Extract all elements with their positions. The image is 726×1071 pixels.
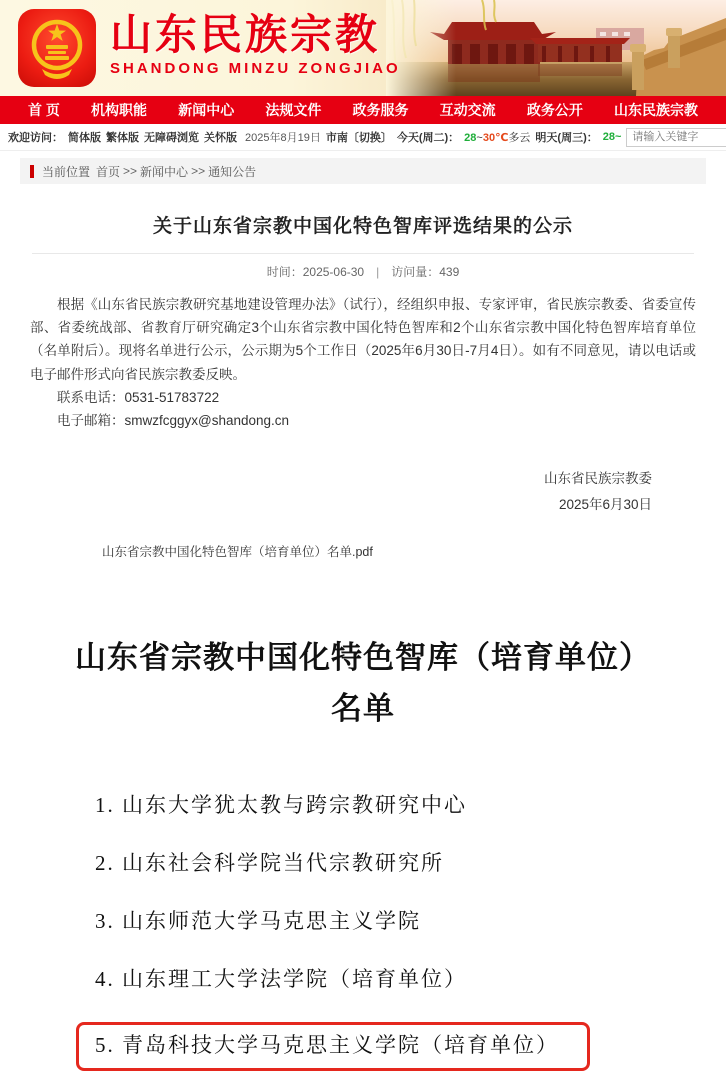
breadcrumb-news-center[interactable]: 新闻中心 xyxy=(140,164,189,179)
nav-item-regulations[interactable]: 法规文件 xyxy=(265,102,322,118)
article-title: 关于山东省宗教中国化特色智库评选结果的公示 xyxy=(152,216,573,237)
signature-org: 山东省民族宗教委 xyxy=(544,471,652,487)
list-item-text: 5. 青岛科技大学马克思主义学院（培育单位） xyxy=(95,1032,559,1057)
nav-item-home[interactable]: 首 页 xyxy=(28,102,60,118)
tomorrow-temp: 28~ xyxy=(602,131,622,143)
site-logo-emblem-icon xyxy=(18,9,96,87)
link-traditional[interactable]: 繁体版 xyxy=(106,132,139,144)
nav-item-functions[interactable]: 机构职能 xyxy=(91,102,148,118)
list-item xyxy=(95,790,726,821)
attachment-pdf-link[interactable]: 山东省宗教中国化特色智库（培育单位）名单.pdf xyxy=(102,544,373,559)
breadcrumb-label: 当前位置 xyxy=(42,164,91,179)
title-divider xyxy=(32,253,694,254)
article-meta xyxy=(30,263,696,280)
welcome-label: 欢迎访问： xyxy=(8,132,63,144)
contact-email-line xyxy=(30,409,696,432)
link-care-version[interactable]: 关怀版 xyxy=(204,132,237,144)
document-preview xyxy=(0,632,726,1071)
breadcrumb-home[interactable]: 首页 xyxy=(96,164,121,179)
site-banner xyxy=(0,0,726,96)
today-high-temp: 30℃ xyxy=(482,132,509,144)
list-item-text: 1. 山东大学犹太教与跨宗教研究中心 xyxy=(95,792,467,817)
today-desc: 多云 xyxy=(508,132,531,144)
email-label: 电子邮箱： xyxy=(57,413,125,429)
site-title: 山东民族宗教 xyxy=(110,11,381,58)
list-item-text: 3. 山东师范大学马克思主义学院 xyxy=(95,908,421,933)
nav-item-disclosure[interactable]: 政务公开 xyxy=(526,102,583,118)
meta-time-label: 时间： xyxy=(266,265,303,279)
signature-block xyxy=(30,466,696,517)
meta-views-value: 439 xyxy=(439,265,460,279)
phone-value: 0531-51783722 xyxy=(124,389,220,405)
banner-scenic-image xyxy=(386,0,726,96)
today-label: 今天(周二)： xyxy=(396,132,460,144)
meta-views-label: 访问量： xyxy=(391,265,440,279)
site-subtitle: SHANDONG MINZU ZONGJIAO xyxy=(110,60,401,78)
info-bar xyxy=(0,124,726,151)
document-list xyxy=(0,790,726,1071)
search-input[interactable] xyxy=(626,128,726,147)
email-value: smwzfcggyx@shandong.cn xyxy=(124,413,290,429)
nav-item-services[interactable]: 政务服务 xyxy=(352,102,409,118)
breadcrumb-separator: >> xyxy=(123,164,138,178)
link-simplified[interactable]: 简体版 xyxy=(68,132,101,144)
list-item-text: 4. 山东理工大学法学院（培育单位） xyxy=(95,966,467,991)
breadcrumb-notices[interactable]: 通知公告 xyxy=(208,164,257,179)
site-title-block xyxy=(110,13,401,77)
tomorrow-label: 明天(周三)： xyxy=(535,132,598,144)
today-low-temp: 28 xyxy=(464,132,477,144)
meta-time-value: 2025-06-30 xyxy=(302,265,365,279)
nav-item-interaction[interactable]: 互动交流 xyxy=(439,102,496,118)
article-paragraph: 根据《山东省民族宗教研究基地建设管理办法》（试行），经组织申报、专家评审，省民族宗教委、省委宣传部、省委统战部、省教育厅研究确定3个山东省宗教中国化特色智库和2个山东省宗教中国化特色智库培育单位（名单附后）。现将名单进行公示，公示期为5个工作日（2025年6月30日-7月4日）。如有不同意见，请以电话或电子邮件形式向省民族宗教委反映。 xyxy=(30,297,696,382)
link-accessible[interactable]: 无障碍浏览 xyxy=(144,132,199,144)
city-switch-link[interactable]: 市南〔切换〕 xyxy=(325,132,392,144)
document-title-line1: 山东省宗教中国化特色智库（培育单位） xyxy=(75,639,651,675)
breadcrumb-separator: >> xyxy=(191,164,206,178)
document-title xyxy=(0,632,726,734)
highlight-box xyxy=(76,1022,590,1071)
today-weather xyxy=(464,129,530,145)
signature-date: 2025年6月30日 xyxy=(558,496,652,512)
breadcrumb xyxy=(20,158,706,184)
article-body xyxy=(30,293,696,432)
phone-label: 联系电话： xyxy=(57,389,125,405)
meta-divider: | xyxy=(376,265,380,279)
article xyxy=(0,211,726,560)
list-item-text: 2. 山东社会科学院当代宗教研究所 xyxy=(95,850,444,875)
list-item xyxy=(95,848,726,879)
search-box xyxy=(626,128,726,147)
nav-item-news[interactable]: 新闻中心 xyxy=(178,102,235,118)
list-item xyxy=(95,964,726,995)
current-date: 2025年8月19日 xyxy=(245,132,321,144)
nav-item-minzu[interactable]: 山东民族宗教 xyxy=(613,102,698,118)
contact-phone-line xyxy=(30,386,696,409)
range-sep: ~ xyxy=(476,132,483,144)
list-item-highlighted xyxy=(95,1022,726,1071)
main-nav xyxy=(0,96,726,124)
document-title-line2: 名单 xyxy=(331,690,395,726)
breadcrumb-marker xyxy=(30,165,34,178)
list-item xyxy=(95,906,726,937)
